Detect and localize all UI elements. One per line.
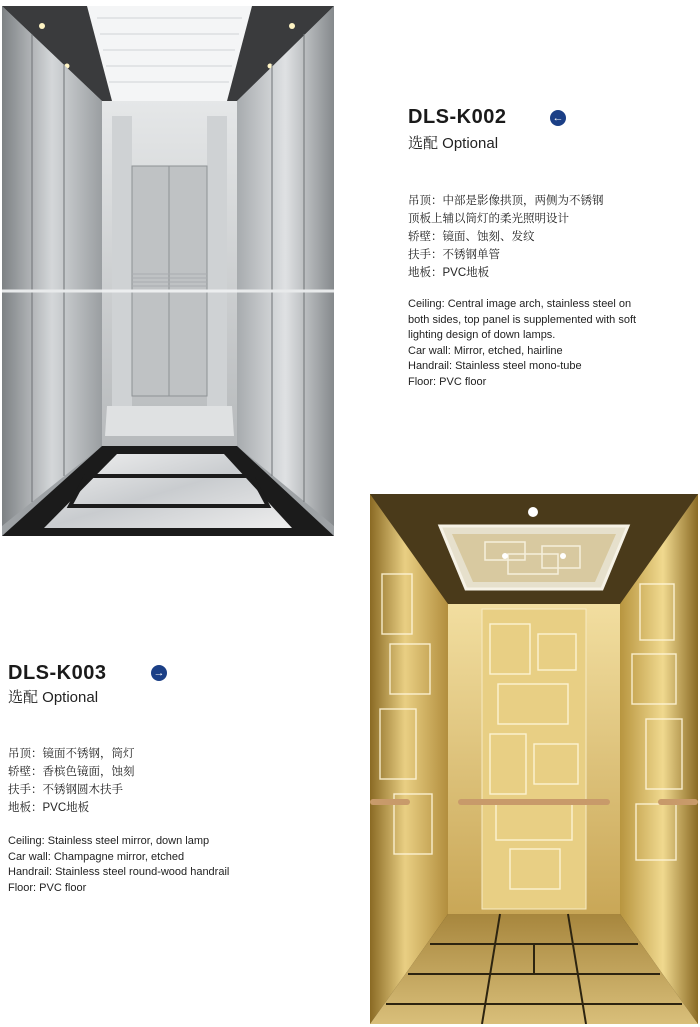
model-title-k002: DLS-K002 <box>408 106 507 128</box>
spec-en-line: Handrail: Stainless steel round-wood handrail <box>8 866 230 879</box>
elevator-image-k003 <box>370 494 698 1024</box>
spec-en-line: Handrail: Stainless steel mono-tube <box>408 360 582 373</box>
spec-en-k002 <box>408 297 636 391</box>
spec-cn-line: 轿壁：香槟色镜面，蚀刻 <box>8 766 135 778</box>
optional-label-k002: 选配 Optional <box>408 135 499 152</box>
spec-en-line: Floor: PVC floor <box>8 881 87 894</box>
spec-en-line: Car wall: Champagne mirror, etched <box>8 850 185 863</box>
spec-en-line: Ceiling: Central image arch, stainless steel on <box>408 298 632 310</box>
spec-en-line: both sides, top panel is supplemented with soft <box>408 313 637 326</box>
spec-cn-k003 <box>8 745 135 817</box>
elevator-image-k002 <box>2 6 334 536</box>
spec-cn-line: 吊顶：镜面不锈钢，筒灯 <box>8 748 135 760</box>
optional-label-k003: 选配 Optional <box>8 689 99 706</box>
spec-cn-line: 顶板上辅以筒灯的柔光照明设计 <box>408 213 569 225</box>
arrow-right-icon[interactable]: → <box>151 665 167 681</box>
spec-en-line: Floor: PVC floor <box>408 375 487 388</box>
spec-en-k003 <box>8 834 229 896</box>
spec-cn-line: 吊顶：中部是影像拱顶，两侧为不锈钢 <box>408 195 604 207</box>
spec-en-line: lighting design of down lamps. <box>408 329 556 342</box>
spec-cn-line: 地板：PVC地板 <box>408 267 490 279</box>
model-title-k003: DLS-K003 <box>8 662 107 684</box>
spec-en-line: Car wall: Mirror, etched, hairline <box>408 344 563 357</box>
spec-cn-line: 扶手：不锈钢单管 <box>408 249 500 261</box>
spec-cn-line: 扶手：不锈钢圆木扶手 <box>8 784 123 796</box>
arrow-left-icon[interactable]: ← <box>550 110 566 126</box>
spec-cn-line: 地板：PVC地板 <box>8 802 90 814</box>
spec-cn-k002 <box>408 192 604 282</box>
spec-en-line: Ceiling: Stainless steel mirror, down lamp <box>8 835 210 847</box>
spec-cn-line: 轿壁：镜面、蚀刻、发纹 <box>408 231 535 243</box>
